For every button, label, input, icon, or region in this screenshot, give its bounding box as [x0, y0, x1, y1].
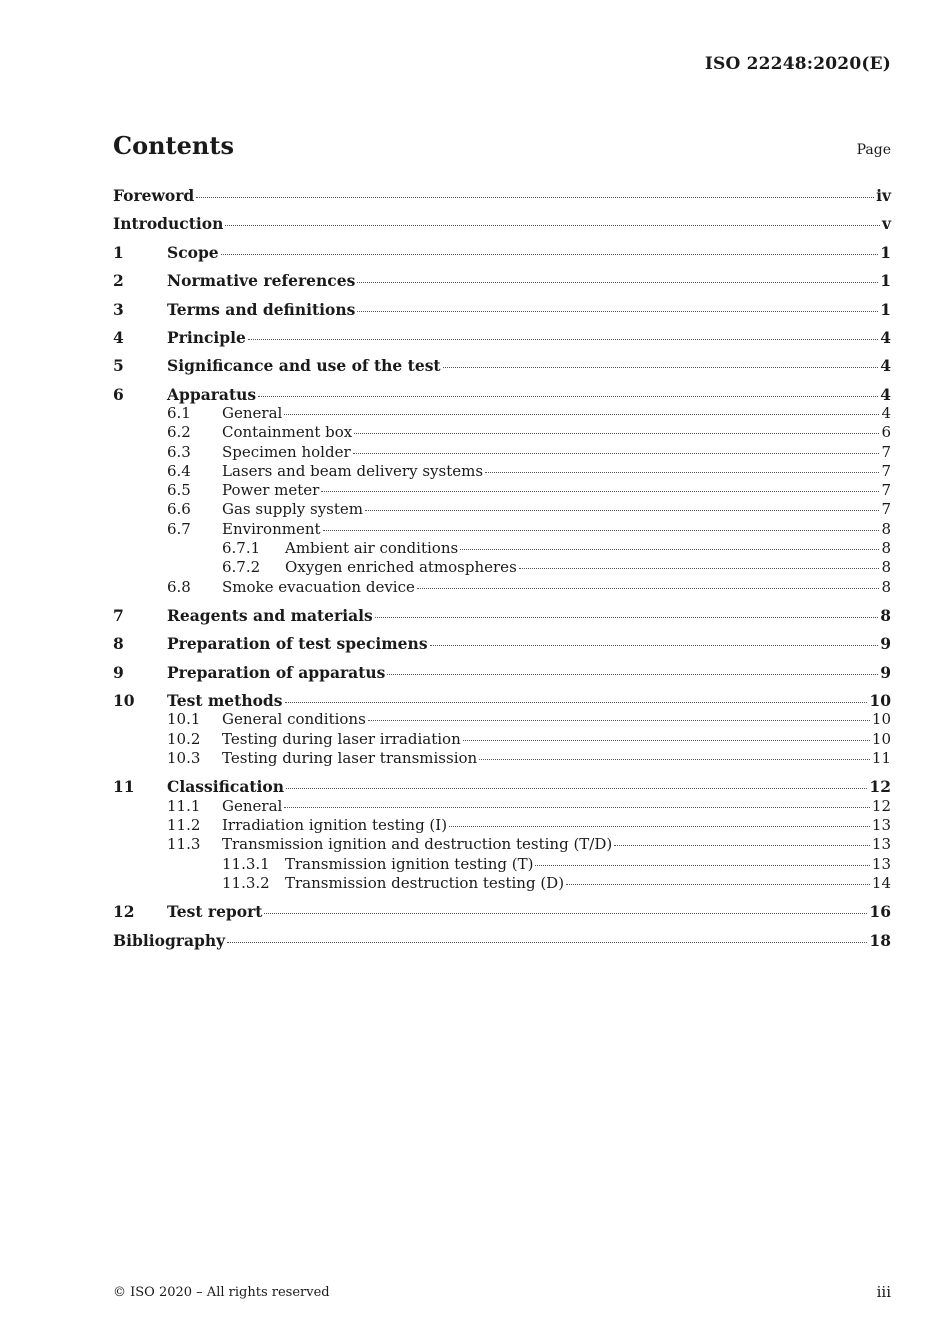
toc-entry-number: 5	[113, 356, 124, 375]
dot-leader	[221, 254, 879, 255]
toc-entry[interactable]	[113, 578, 891, 597]
toc-entry-label: Containment box	[222, 423, 353, 441]
dot-leader	[321, 491, 879, 492]
toc-entry[interactable]	[113, 797, 891, 816]
dot-leader	[284, 807, 870, 808]
toc-entry-number: 10.2	[167, 730, 201, 748]
toc-entry[interactable]	[113, 663, 891, 682]
toc-entry[interactable]	[113, 404, 891, 423]
toc-entry-number: 1	[113, 243, 124, 262]
toc-entry-page: 9	[880, 663, 891, 682]
toc-entry-number: 6.8	[167, 578, 191, 596]
dot-leader	[227, 942, 867, 943]
dot-leader	[286, 788, 867, 789]
toc-entry-label: Transmission ignition testing (T)	[285, 855, 534, 873]
toc-entry-page: 4	[880, 328, 891, 347]
toc-entry-label: Terms and definitions	[167, 300, 356, 319]
toc-entry[interactable]	[113, 749, 891, 768]
toc-entry-label: Scope	[167, 243, 219, 262]
toc-entry-number: 11.3.2	[222, 874, 270, 892]
toc-entry-page: 13	[871, 835, 891, 853]
toc-entry[interactable]	[113, 874, 891, 893]
toc-entry-page: 8	[881, 539, 891, 557]
toc-entry-number: 11.2	[167, 816, 201, 834]
toc-entry-label: Principle	[167, 328, 246, 347]
toc-entry-page: 1	[880, 243, 891, 262]
toc-entry-page: 8	[880, 606, 891, 625]
dot-leader	[248, 339, 878, 340]
toc-entry[interactable]	[113, 902, 891, 921]
toc-entry-label: Normative references	[167, 271, 356, 290]
page-title: Contents	[113, 131, 234, 160]
dot-leader	[368, 720, 870, 721]
dot-leader	[353, 453, 880, 454]
toc-entry-number: 10.3	[167, 749, 201, 767]
toc-entry-page: 16	[869, 902, 891, 921]
toc-entry-page: 7	[881, 481, 891, 499]
toc-entry-page: 12	[871, 797, 891, 815]
toc-entry-page: 6	[881, 423, 891, 441]
toc-entry-label: Power meter	[222, 481, 320, 499]
toc-entry-page: 10	[869, 691, 891, 710]
toc-entry-page: 8	[881, 520, 891, 538]
toc-entry-page: 13	[871, 855, 891, 873]
toc-entry-number: 12	[113, 902, 135, 921]
toc-entry-number: 7	[113, 606, 124, 625]
toc-entry-label: Preparation of apparatus	[167, 663, 386, 682]
dot-leader	[357, 282, 878, 283]
toc-entry-number: 6.4	[167, 462, 191, 480]
toc-entry[interactable]	[113, 385, 891, 404]
toc-entry-number: 6.7.2	[222, 558, 261, 576]
dot-leader	[460, 549, 879, 550]
toc-entry-label: Foreword	[113, 186, 195, 205]
toc-entry-label: General conditions	[222, 710, 366, 728]
dot-leader	[535, 865, 869, 866]
page-column-label: Page	[856, 142, 891, 158]
dot-leader	[375, 617, 878, 618]
toc-entry-label: Classification	[167, 777, 285, 796]
toc-entry-label: Ambient air conditions	[285, 539, 459, 557]
document-id: ISO 22248:2020(E)	[704, 54, 891, 74]
toc-entry-number: 11.1	[167, 797, 201, 815]
toc-entry-page: 9	[880, 634, 891, 653]
dot-leader	[417, 588, 880, 589]
dot-leader	[463, 740, 870, 741]
toc-entry[interactable]	[113, 816, 891, 835]
toc-entry-number: 6.5	[167, 481, 191, 499]
toc-entry-number: 6.6	[167, 500, 191, 518]
toc-entry-label: Introduction	[113, 214, 224, 233]
toc-entry[interactable]	[113, 243, 891, 262]
page-number: iii	[876, 1283, 891, 1301]
toc-entry[interactable]	[113, 500, 891, 519]
toc-entry-number: 6.7.1	[222, 539, 261, 557]
dot-leader	[284, 414, 879, 415]
toc-entry[interactable]	[113, 606, 891, 625]
toc-entry-label: Testing during laser transmission	[222, 749, 478, 767]
dot-leader	[519, 568, 880, 569]
toc-entry-page: 8	[881, 578, 891, 596]
toc-entry-label: Testing during laser irradiation	[222, 730, 461, 748]
toc-entry[interactable]	[113, 481, 891, 500]
toc-entry-label: General	[222, 797, 283, 815]
toc-entry[interactable]	[113, 730, 891, 749]
dot-leader	[285, 702, 868, 703]
toc-entry-number: 2	[113, 271, 124, 290]
toc-entry-label: Transmission destruction testing (D)	[285, 874, 565, 892]
toc-entry-number: 6.1	[167, 404, 191, 422]
toc-entry[interactable]	[113, 186, 891, 205]
toc-entry[interactable]	[113, 931, 891, 950]
toc-entry-page: 1	[880, 271, 891, 290]
toc-entry-page: 12	[869, 777, 891, 796]
copyright-notice: © ISO 2020 – All rights reserved	[113, 1285, 330, 1300]
dot-leader	[225, 225, 880, 226]
toc-entry[interactable]	[113, 300, 891, 319]
toc-entry-label: Environment	[222, 520, 321, 538]
toc-entry-number: 6.3	[167, 443, 191, 461]
dot-leader	[357, 311, 878, 312]
toc-entry-number: 9	[113, 663, 124, 682]
toc-entry[interactable]	[113, 777, 891, 796]
toc-entry-label: Reagents and materials	[167, 606, 373, 625]
toc-entry[interactable]	[113, 691, 891, 710]
toc-entry[interactable]	[113, 710, 891, 729]
dot-leader	[430, 645, 879, 646]
toc-entry-number: 6	[113, 385, 124, 404]
toc-entry[interactable]	[113, 356, 891, 375]
toc-entry-label: Test report	[167, 902, 263, 921]
toc-entry-number: 4	[113, 328, 124, 347]
table-of-contents	[113, 0, 891, 1000]
toc-entry-page: 7	[881, 443, 891, 461]
toc-entry-page: 1	[880, 300, 891, 319]
dot-leader	[354, 433, 879, 434]
toc-entry-number: 10.1	[167, 710, 201, 728]
toc-entry[interactable]	[113, 423, 891, 442]
toc-entry[interactable]	[113, 520, 891, 539]
toc-entry-label: Test methods	[167, 691, 283, 710]
toc-entry[interactable]	[113, 328, 891, 347]
toc-entry[interactable]	[113, 443, 891, 462]
toc-entry-label: Preparation of test specimens	[167, 634, 428, 653]
toc-entry-page: 14	[871, 874, 891, 892]
toc-entry-page: 4	[881, 404, 891, 422]
toc-entry-label: Bibliography	[113, 931, 226, 950]
toc-entry[interactable]	[113, 558, 891, 577]
toc-entry-page: 13	[871, 816, 891, 834]
toc-entry-number: 3	[113, 300, 124, 319]
toc-entry-page: 4	[880, 385, 891, 404]
dot-leader	[449, 826, 870, 827]
dot-leader	[258, 396, 878, 397]
dot-leader	[566, 884, 870, 885]
dot-leader	[365, 510, 879, 511]
dot-leader	[443, 367, 879, 368]
toc-entry-page: 18	[869, 931, 891, 950]
dot-leader	[387, 674, 878, 675]
toc-entry[interactable]	[113, 634, 891, 653]
toc-entry-number: 6.7	[167, 520, 191, 538]
toc-entry-page: 7	[881, 500, 891, 518]
toc-entry-page: 11	[871, 749, 891, 767]
toc-entry[interactable]	[113, 271, 891, 290]
toc-entry-page: 10	[871, 710, 891, 728]
toc-entry-page: iv	[876, 186, 891, 205]
toc-entry-number: 10	[113, 691, 135, 710]
toc-entry-label: Lasers and beam delivery systems	[222, 462, 484, 480]
toc-entry[interactable]	[113, 214, 891, 233]
dot-leader	[323, 530, 880, 531]
toc-entry[interactable]	[113, 539, 891, 558]
toc-entry-label: Gas supply system	[222, 500, 363, 518]
dot-leader	[479, 759, 870, 760]
toc-entry-page: 10	[871, 730, 891, 748]
toc-entry-page: 8	[881, 558, 891, 576]
toc-entry-label: Oxygen enriched atmospheres	[285, 558, 517, 576]
toc-entry[interactable]	[113, 855, 891, 874]
toc-entry-page: 4	[880, 356, 891, 375]
toc-entry-label: Irradiation ignition testing (I)	[222, 816, 448, 834]
toc-entry-number: 11	[113, 777, 135, 796]
toc-entry-label: Apparatus	[167, 385, 257, 404]
toc-entry-label: Smoke evacuation device	[222, 578, 415, 596]
toc-entry[interactable]	[113, 835, 891, 854]
dot-leader	[196, 197, 874, 198]
dot-leader	[264, 913, 867, 914]
toc-entry-number: 11.3	[167, 835, 201, 853]
toc-entry-page: v	[881, 214, 891, 233]
dot-leader	[485, 472, 879, 473]
toc-entry-page: 7	[881, 462, 891, 480]
toc-entry-label: General	[222, 404, 283, 422]
toc-entry-number: 6.2	[167, 423, 191, 441]
toc-entry-label: Significance and use of the test	[167, 356, 441, 375]
toc-entry-label: Specimen holder	[222, 443, 351, 461]
toc-entry-number: 8	[113, 634, 124, 653]
toc-entry-label: Transmission ignition and destruction testing (T/D)	[222, 835, 613, 853]
dot-leader	[614, 845, 870, 846]
toc-entry[interactable]	[113, 462, 891, 481]
toc-entry-number: 11.3.1	[222, 855, 270, 873]
